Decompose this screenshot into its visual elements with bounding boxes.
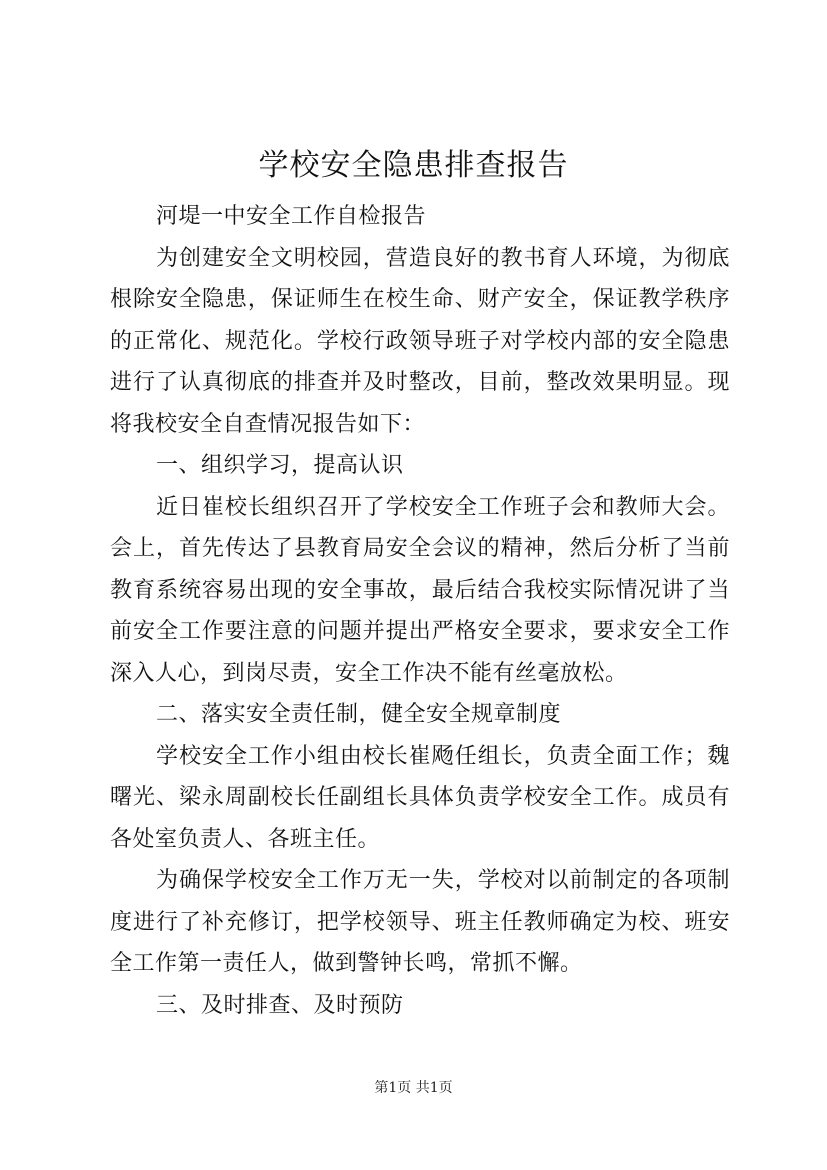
document-title: 学校安全隐患排查报告 — [258, 148, 569, 183]
section-heading-3: 三、及时排查、及时预防 — [156, 992, 404, 1018]
paragraph-section-2a: 学校安全工作小组由校长崔飏任组长，负责全面工作；魏曙光、梁永周副校长任副组长具体负责学校安全工作。成员有各处室负责人、各班主任。 — [110, 743, 730, 852]
section-heading-1: 一、组织学习，提高认识 — [156, 453, 404, 478]
paragraph-section-2b: 为确保学校安全工作万无一失，学校对以前制定的各项制度进行了补充修订，把学校领导、班主任教师确定为校、班安全工作第一责任人，做到警钟长鸣，常抓不懈。 — [110, 868, 730, 976]
section-heading-2: 二、落实安全责任制，健全安全规章制度 — [156, 702, 562, 727]
page-footer: 第1页 共1页 — [374, 1080, 453, 1096]
paragraph-intro: 为创建安全文明校园，营造良好的教书育人环境，为彻底根除安全隐患，保证师生在校生命、财产安全，保证教学秩序的正常化、规范化。学校行政领导班子对学校内部的安全隐患进行了认真彻底的排查并及时整改，目前，整改效果明显。现将我校安全自查情况报告如下： — [110, 245, 730, 437]
document-body — [110, 196, 730, 1026]
paragraph-section-1: 近日崔校长组织召开了学校安全工作班子会和教师大会。会上，首先传达了县教育局安全会议的精神，然后分析了当前教育系统容易出现的安全事故，最后结合我校实际情况讲了当前安全工作要注意的问题并提出严格安全要求，要求安全工作深入人心，到岗尽责，安全工作决不能有丝毫放松。 — [110, 494, 730, 686]
paragraph-subtitle: 河堤一中安全工作自检报告 — [156, 204, 427, 229]
